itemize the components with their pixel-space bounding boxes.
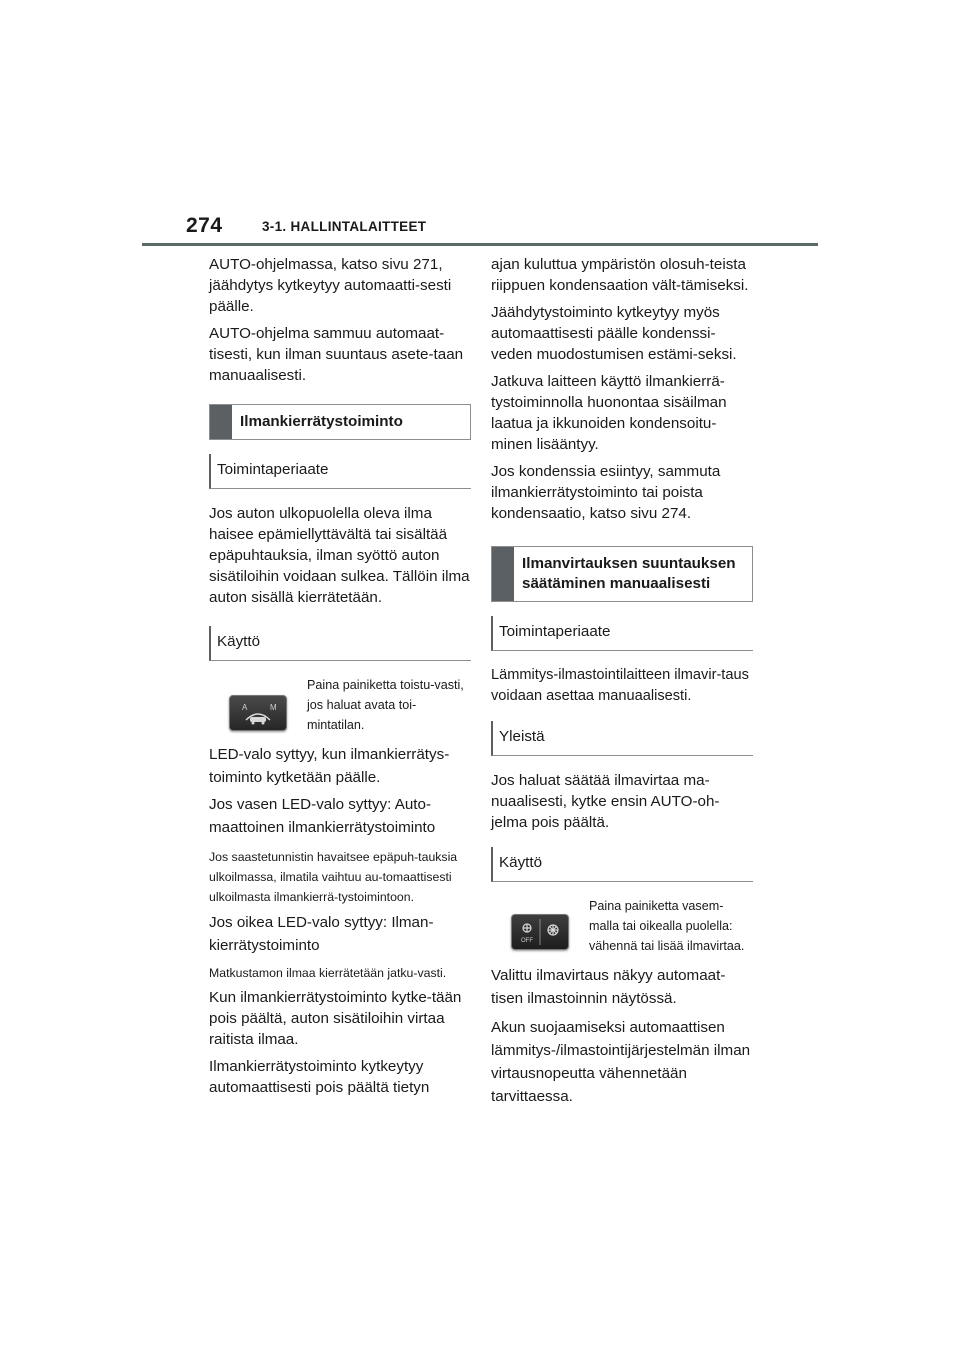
subheading: Yleistä: [491, 721, 753, 756]
page-number: 274: [186, 214, 223, 237]
paragraph: Lämmitys-ilmastointilaitteen ilmavir-taus voidaan asettaa manuaalisesti.: [491, 667, 749, 704]
section-heading: [491, 546, 753, 602]
paragraph: Jos haluat säätää ilmavirtaa ma-nuaalisesti, kytke ensin AUTO-oh-jelma pois päältä.: [491, 772, 720, 831]
header-rule: [142, 243, 818, 246]
paragraph: Jatkuva laitteen käyttö ilmankierrä-tystoiminnolla huonontaa sisäilman laatua ja ikkunoiden kondensoitu-minen lisääntyy.: [491, 373, 727, 453]
subheading: Käyttö: [491, 847, 753, 882]
section-bar: [492, 547, 514, 601]
paragraph: AUTO-ohjelma sammuu automaat-tisesti, kun ilman suuntaus asete-taan manuaalisesti.: [209, 325, 464, 384]
paragraph: Valittu ilmavirtaus näkyy automaat-tisen ilmastoinnin näytössä.: [491, 967, 726, 1007]
section-bar: [210, 405, 232, 439]
paragraph: Jos oikea LED-valo syttyy: Ilman-kierrätystoiminto: [209, 914, 434, 954]
left-column: [209, 254, 471, 1104]
paragraph: ajan kuluttua ympäristön olosuh-teista riippuen kondensaation vält-tämiseksi.: [491, 256, 749, 294]
paragraph: Ilmankierrätystoiminto kytkeytyy automaattisesti pois päältä tietyn: [209, 1058, 430, 1096]
airflow-button-icon: [511, 914, 569, 950]
right-column: [491, 254, 753, 1114]
subheading: Toimintaperiaate: [491, 616, 753, 651]
subheading: Käyttö: [209, 626, 471, 661]
paragraph: Jos auton ulkopuolella oleva ilma haisee epämiellyttävältä tai sisältää epäpuhtauksia, ilman syöttö auton sisätiloihin voidaan sulkea. Tällöin ilma auton sisällä kierrätetään.: [209, 505, 470, 606]
button-label-a: A: [242, 703, 248, 712]
paragraph: LED-valo syttyy, kun ilmankierrätys-toiminto kytketään päälle.: [209, 746, 450, 786]
operation-row: [209, 675, 471, 735]
paragraph: Jäähdytystoiminto kytkeytyy myös automaattisesti päälle kondenssi-veden muodostumisen estämi-seksi.: [491, 304, 737, 363]
button-label-off: OFF: [521, 938, 533, 944]
operation-row: [491, 896, 753, 956]
chapter-title: 3-1. HALLINTALAITTEET: [262, 219, 427, 234]
paragraph-small: Jos saastetunnistin havaitsee epäpuh-tauksia ulkoilmassa, ilmatila vaihtuu au-tomaattisesti ulkoilmasta ilmankierrä-tystoimintoon.: [209, 850, 458, 904]
paragraph: AUTO-ohjelmassa, katso sivu 271, jäähdytys kytkeytyy automaatti-sesti päälle.: [209, 256, 452, 315]
button-label-m: M: [270, 703, 277, 712]
paragraph: Kun ilmankierrätystoiminto kytke-tään pois päältä, auton sisätiloihin virtaa raitista ilmaa.: [209, 989, 462, 1048]
section-title: Ilmankierrätystoiminto: [240, 413, 403, 430]
paragraph: Jos kondenssia esiintyy, sammuta ilmankierrätystoiminto tai poista kondensaatio, katso sivu 274.: [491, 463, 721, 522]
section-heading: [209, 404, 471, 440]
operation-text: Paina painiketta vasem-malla tai oikealla puolella: vähennä tai lisää ilmavirtaa.: [589, 899, 745, 953]
section-title: Ilmanvirtauksen suuntauksen säätäminen manuaalisesti: [522, 555, 736, 592]
subheading: Toimintaperiaate: [209, 454, 471, 489]
paragraph: Jos vasen LED-valo syttyy: Auto-maattoinen ilmankierrätystoiminto: [209, 796, 436, 836]
recirculation-button-icon: [229, 695, 287, 731]
paragraph-small: Matkustamon ilmaa kierrätetään jatku-vasti.: [209, 966, 447, 980]
paragraph: Akun suojaamiseksi automaattisen lämmitys-/ilmastointijärjestelmän ilman virtausnopeutta vähennetään tarvittaessa.: [491, 1019, 751, 1105]
operation-text: Paina painiketta toistu-vasti, jos haluat avata toi-mintatilan.: [307, 678, 464, 732]
